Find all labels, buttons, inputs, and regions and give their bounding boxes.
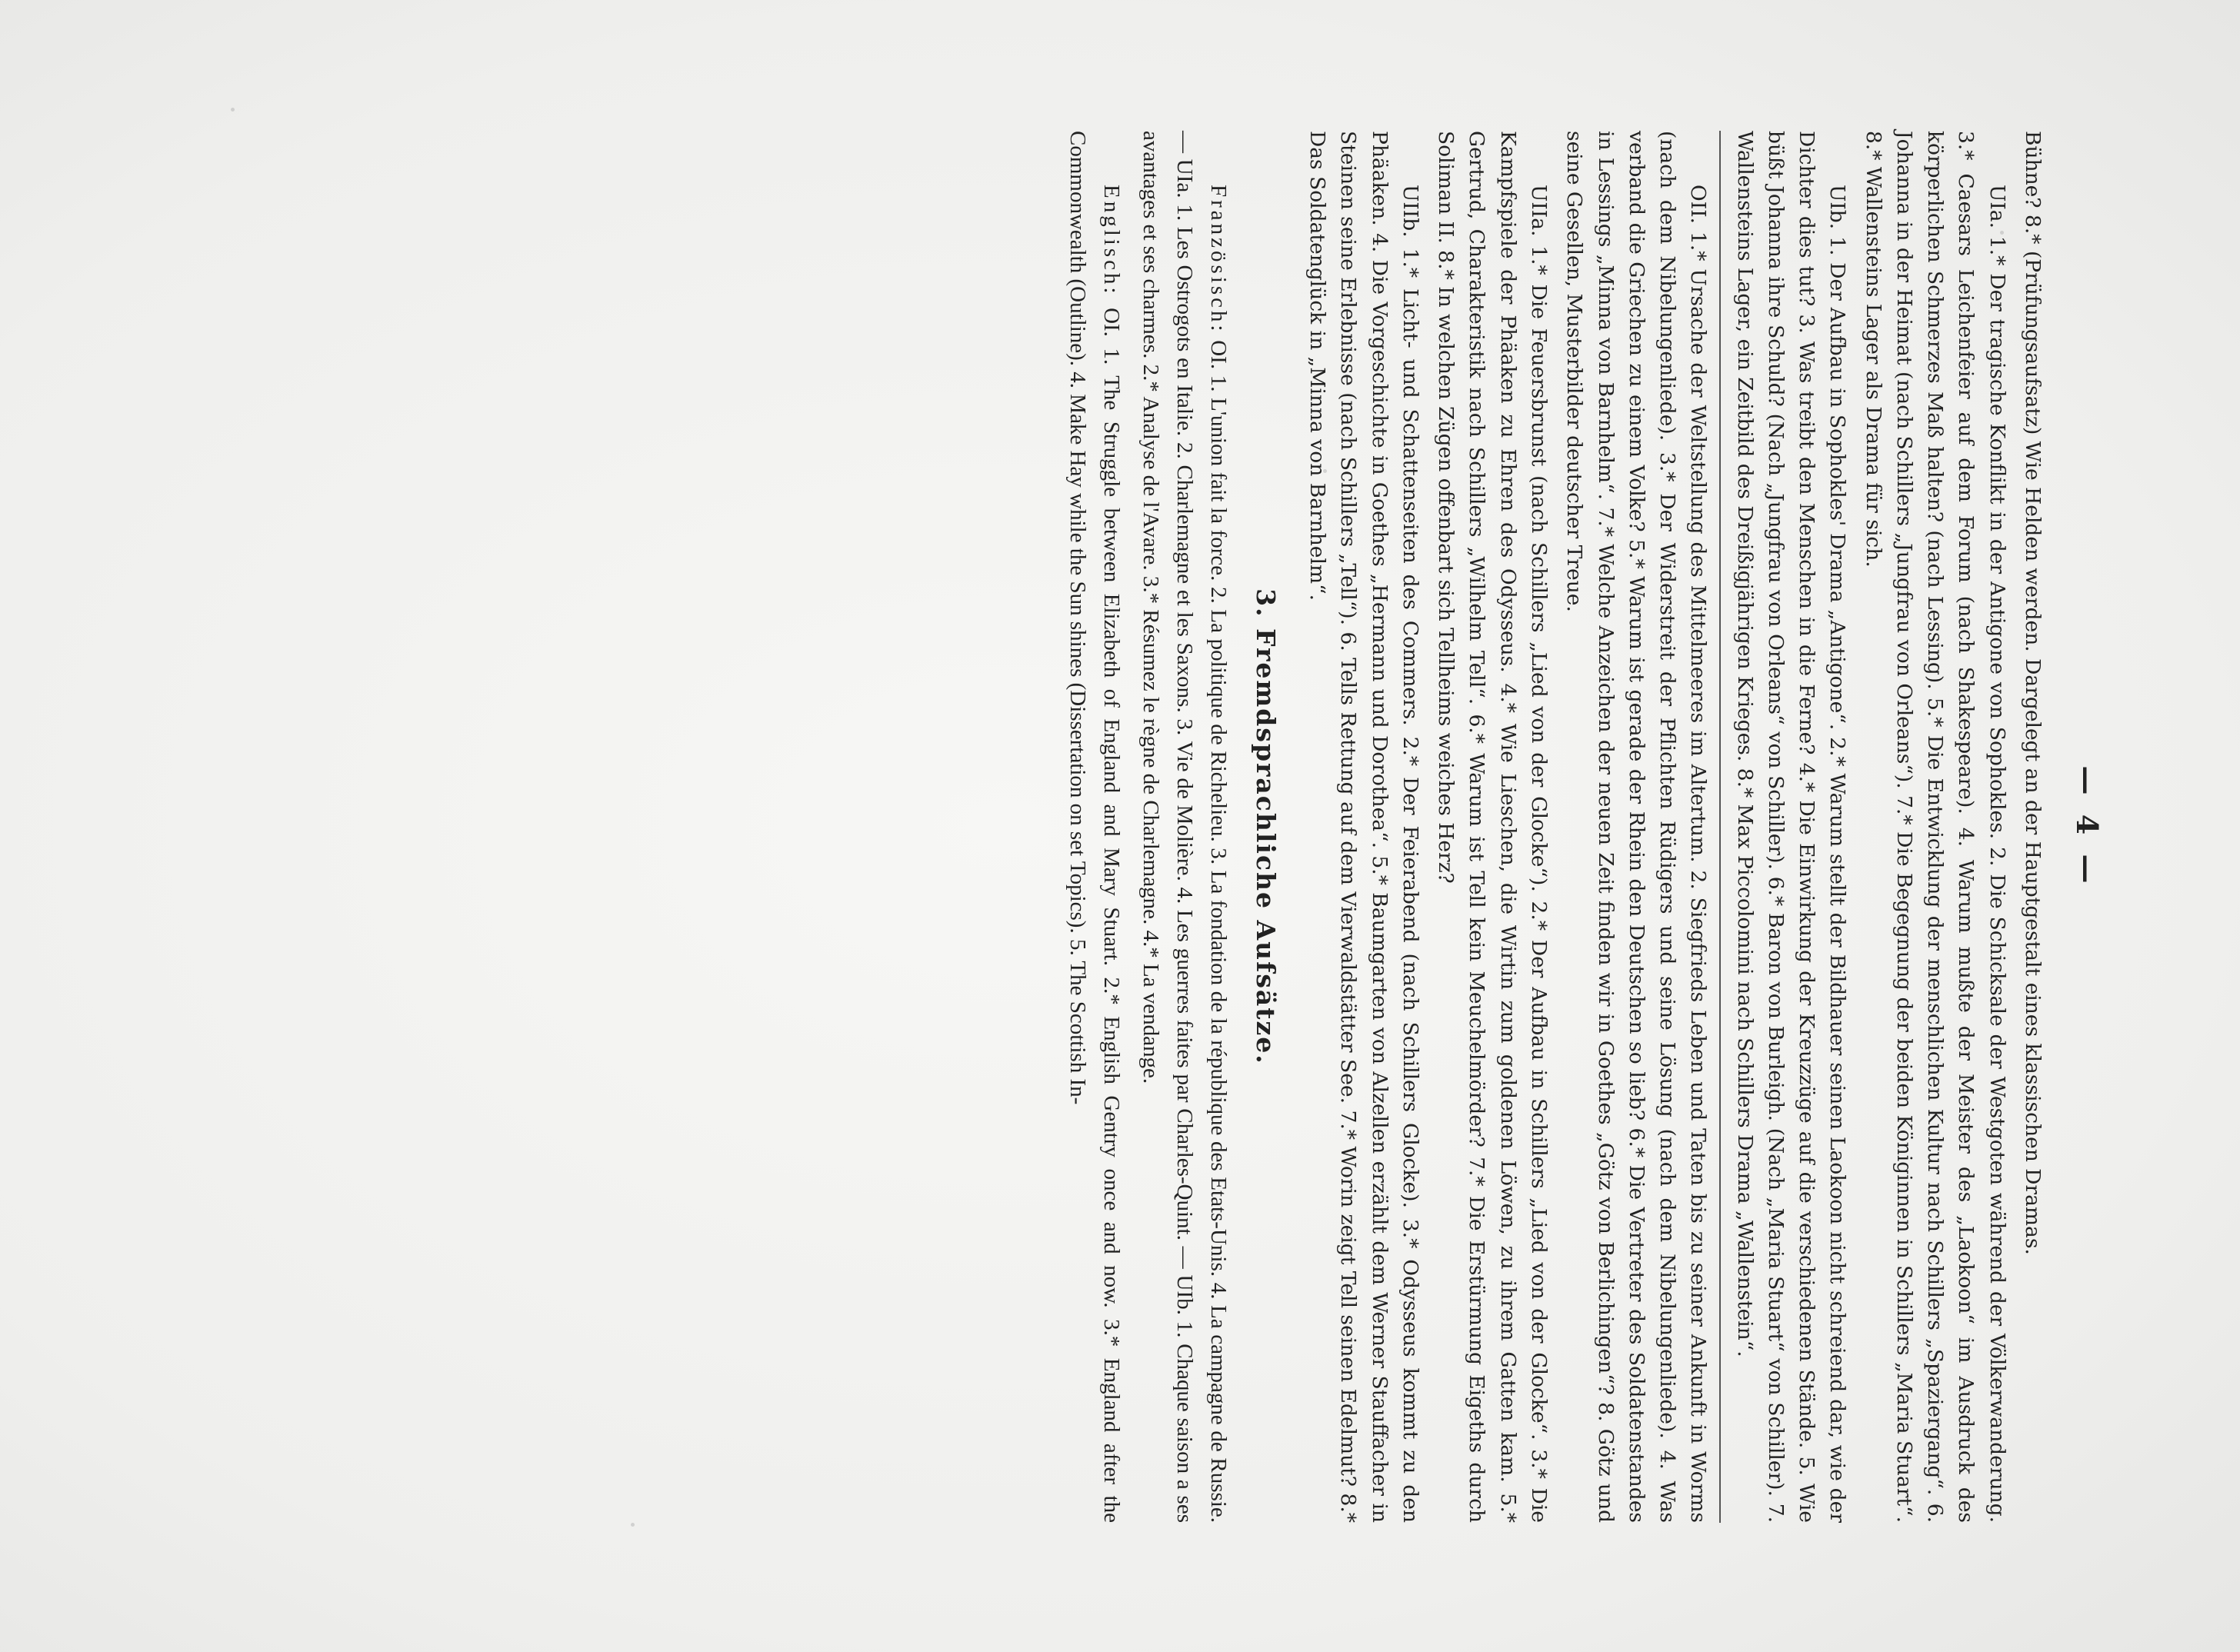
- english-label: Englisch:: [1099, 185, 1125, 297]
- section-heading: 3. Fremdsprachliche Aufsätze.: [1250, 588, 1281, 1065]
- paper-speck: [1323, 469, 1327, 473]
- french-label: Französisch:: [1205, 185, 1231, 335]
- page-number: — 4 —: [2070, 765, 2105, 888]
- document-sheet: [109, 131, 2109, 1523]
- french-text: OI. 1. L'union fait la force. 2. La politique de Richelieu. 3. La fondation de la république des Etats-Unis. 4. La campagne de Russie. — UIa. 1. Les Ostrogots en Italie. 2. Charlemagne et les Saxons. 3. Vie de Molière. 4. Les guerres faites par Charles-Quint. — UIb. 1. Chaque saison a ses avantages et ses charmes. 2.* Analyse de l'Avare. 3.* Résumez le règne de Charlemagne. 4.* La vendange.: [1138, 131, 1231, 1524]
- paragraph-english: [1061, 131, 1128, 1523]
- english-text: OI. 1. The Struggle between Elizabeth of England and Mary Stuart. 2.* English Gentry once and now. 3.* England after the Commonwealth (Outline). 4. Make Hay while the Sun shines (Dissertation on set Topics). 5. The Scottish In-: [1065, 131, 1125, 1523]
- paragraph-uib: UIb. 1. Der Aufbau in Sophokles' Drama „Antigone“. 2.* Warum stellt der Bildhauer seinen Laokoon nicht schreiend dar, wie der Dichter dies tut? 3. Was treibt den Menschen in die Ferne? 4.* Die Einwirkung der Kreuzzüge auf die verschiedenen Stände. 5. Wie büßt Johanna ihre Schuld? (Nach „Jungfrau von Orleans“ von Schiller). 6.* Baron von Burleigh. (Nach „Maria Stuart“ von Schiller). 7. Wallensteins Lager, ein Zeitbild des Dreißigjährigen Krieges. 8.* Max Piccolomini nach Schillers Drama „Wallenstein“.: [1732, 131, 1850, 1523]
- paper-speck: [1831, 1154, 1835, 1157]
- paper-speck: [2000, 231, 2004, 235]
- paragraph-uiib: UIIb. 1.* Licht- und Schattenseiten des Commers. 2.* Der Feierabend (nach Schillers Glocke). 3.* Odysseus kommt zu den Phäaken. 4. Die Vorgeschichte in Goethes „Hermann und Dorothea“. 5.* Baumgarten von Alzellen erzählt dem Werner Stauffacher in Steinen seine Erlebnisse (nach Schillers „Tell“). 6. Tells Rettung auf dem Vierwaldstätter See. 7.* Worin zeigt Tell seinen Edelmut? 8.* Das Soldatenglück in „Minna von Barnhelm“.: [1305, 131, 1422, 1523]
- paragraph-continuation: Bühne? 8.* (Prüfungsaufsatz) Wie Helden werden. Dargelegt an der Hauptgestalt eines klassischen Dramas.: [2021, 131, 2045, 1255]
- paragraph-french: [1134, 131, 1235, 1523]
- document-body: [1056, 131, 2048, 1523]
- paragraph-uia: UIa. 1.* Der tragische Konflikt in der Antigone von Sophokles. 2. Die Schicksale der Westgoten während der Völkerwanderung. 3.* Caesars Leichenfeier auf dem Forum (nach Shakespeare). 4. Warum mußte der Meister des „Laokoon“ im Ausdruck des körperlichen Schmerzes Maß halten? (nach Lessing). 5.* Die Entwicklung der menschlichen Kultur nach Schillers „Spaziergang“. 6. Johanna in der Heimat (nach Schillers „Jungfrau von Orleans“). 7.* Die Begegnung der beiden Königinnen in Schillers „Maria Stuart“. 8.* Wallensteins Lager als Drama für sich.: [1861, 131, 2009, 1523]
- separator-rule: [1719, 131, 1721, 1523]
- paragraph-oii: OII. 1.* Ursache der Weltstellung des Mittelmeeres im Altertum. 2. Siegfrieds Leben und Taten bis zu seiner Ankunft in Worms (nach dem Nibelungenliede). 3.* Der Widerstreit der Pflichten Rüdigers und seine Lösung (nach dem Nibelungenliede). 4. Was verband die Griechen zu einem Volke? 5.* Warum ist gerade der Rhein den Deutschen so lieb? 6.* Die Vertreter des Soldatenstandes in Lessings „Minna von Barnhelm“. 7.* Welche Anzeichen der neuen Zeit finden wir in Goethes „Götz von Berlichingen“? 8. Götz und seine Gesellen, Musterbilder deutscher Treue.: [1562, 131, 1711, 1523]
- paper-speck: [631, 1523, 635, 1527]
- paper-speck: [231, 108, 235, 112]
- paragraph-uiia: UIIa. 1.* Die Feuersbrunst (nach Schillers „Lied von der Glocke“). 2.* Der Aufbau in Schillers „Lied von der Glocke“. 3.* Die Kampfspiele der Phäaken zu Ehren des Odysseus. 4.* Wie Lieschen, die Wirtin zum goldenen Löwen, zu ihrem Gatten kam. 5.* Gertrud, Charakteristik nach Schillers „Wilhelm Tell“. 6.* Warum ist Tell kein Meuchelmörder? 7.* Die Erstürmung Eigeths durch Soliman II. 8.* In welchen Zügen offenbart sich Tellheims weiches Herz?: [1434, 131, 1552, 1523]
